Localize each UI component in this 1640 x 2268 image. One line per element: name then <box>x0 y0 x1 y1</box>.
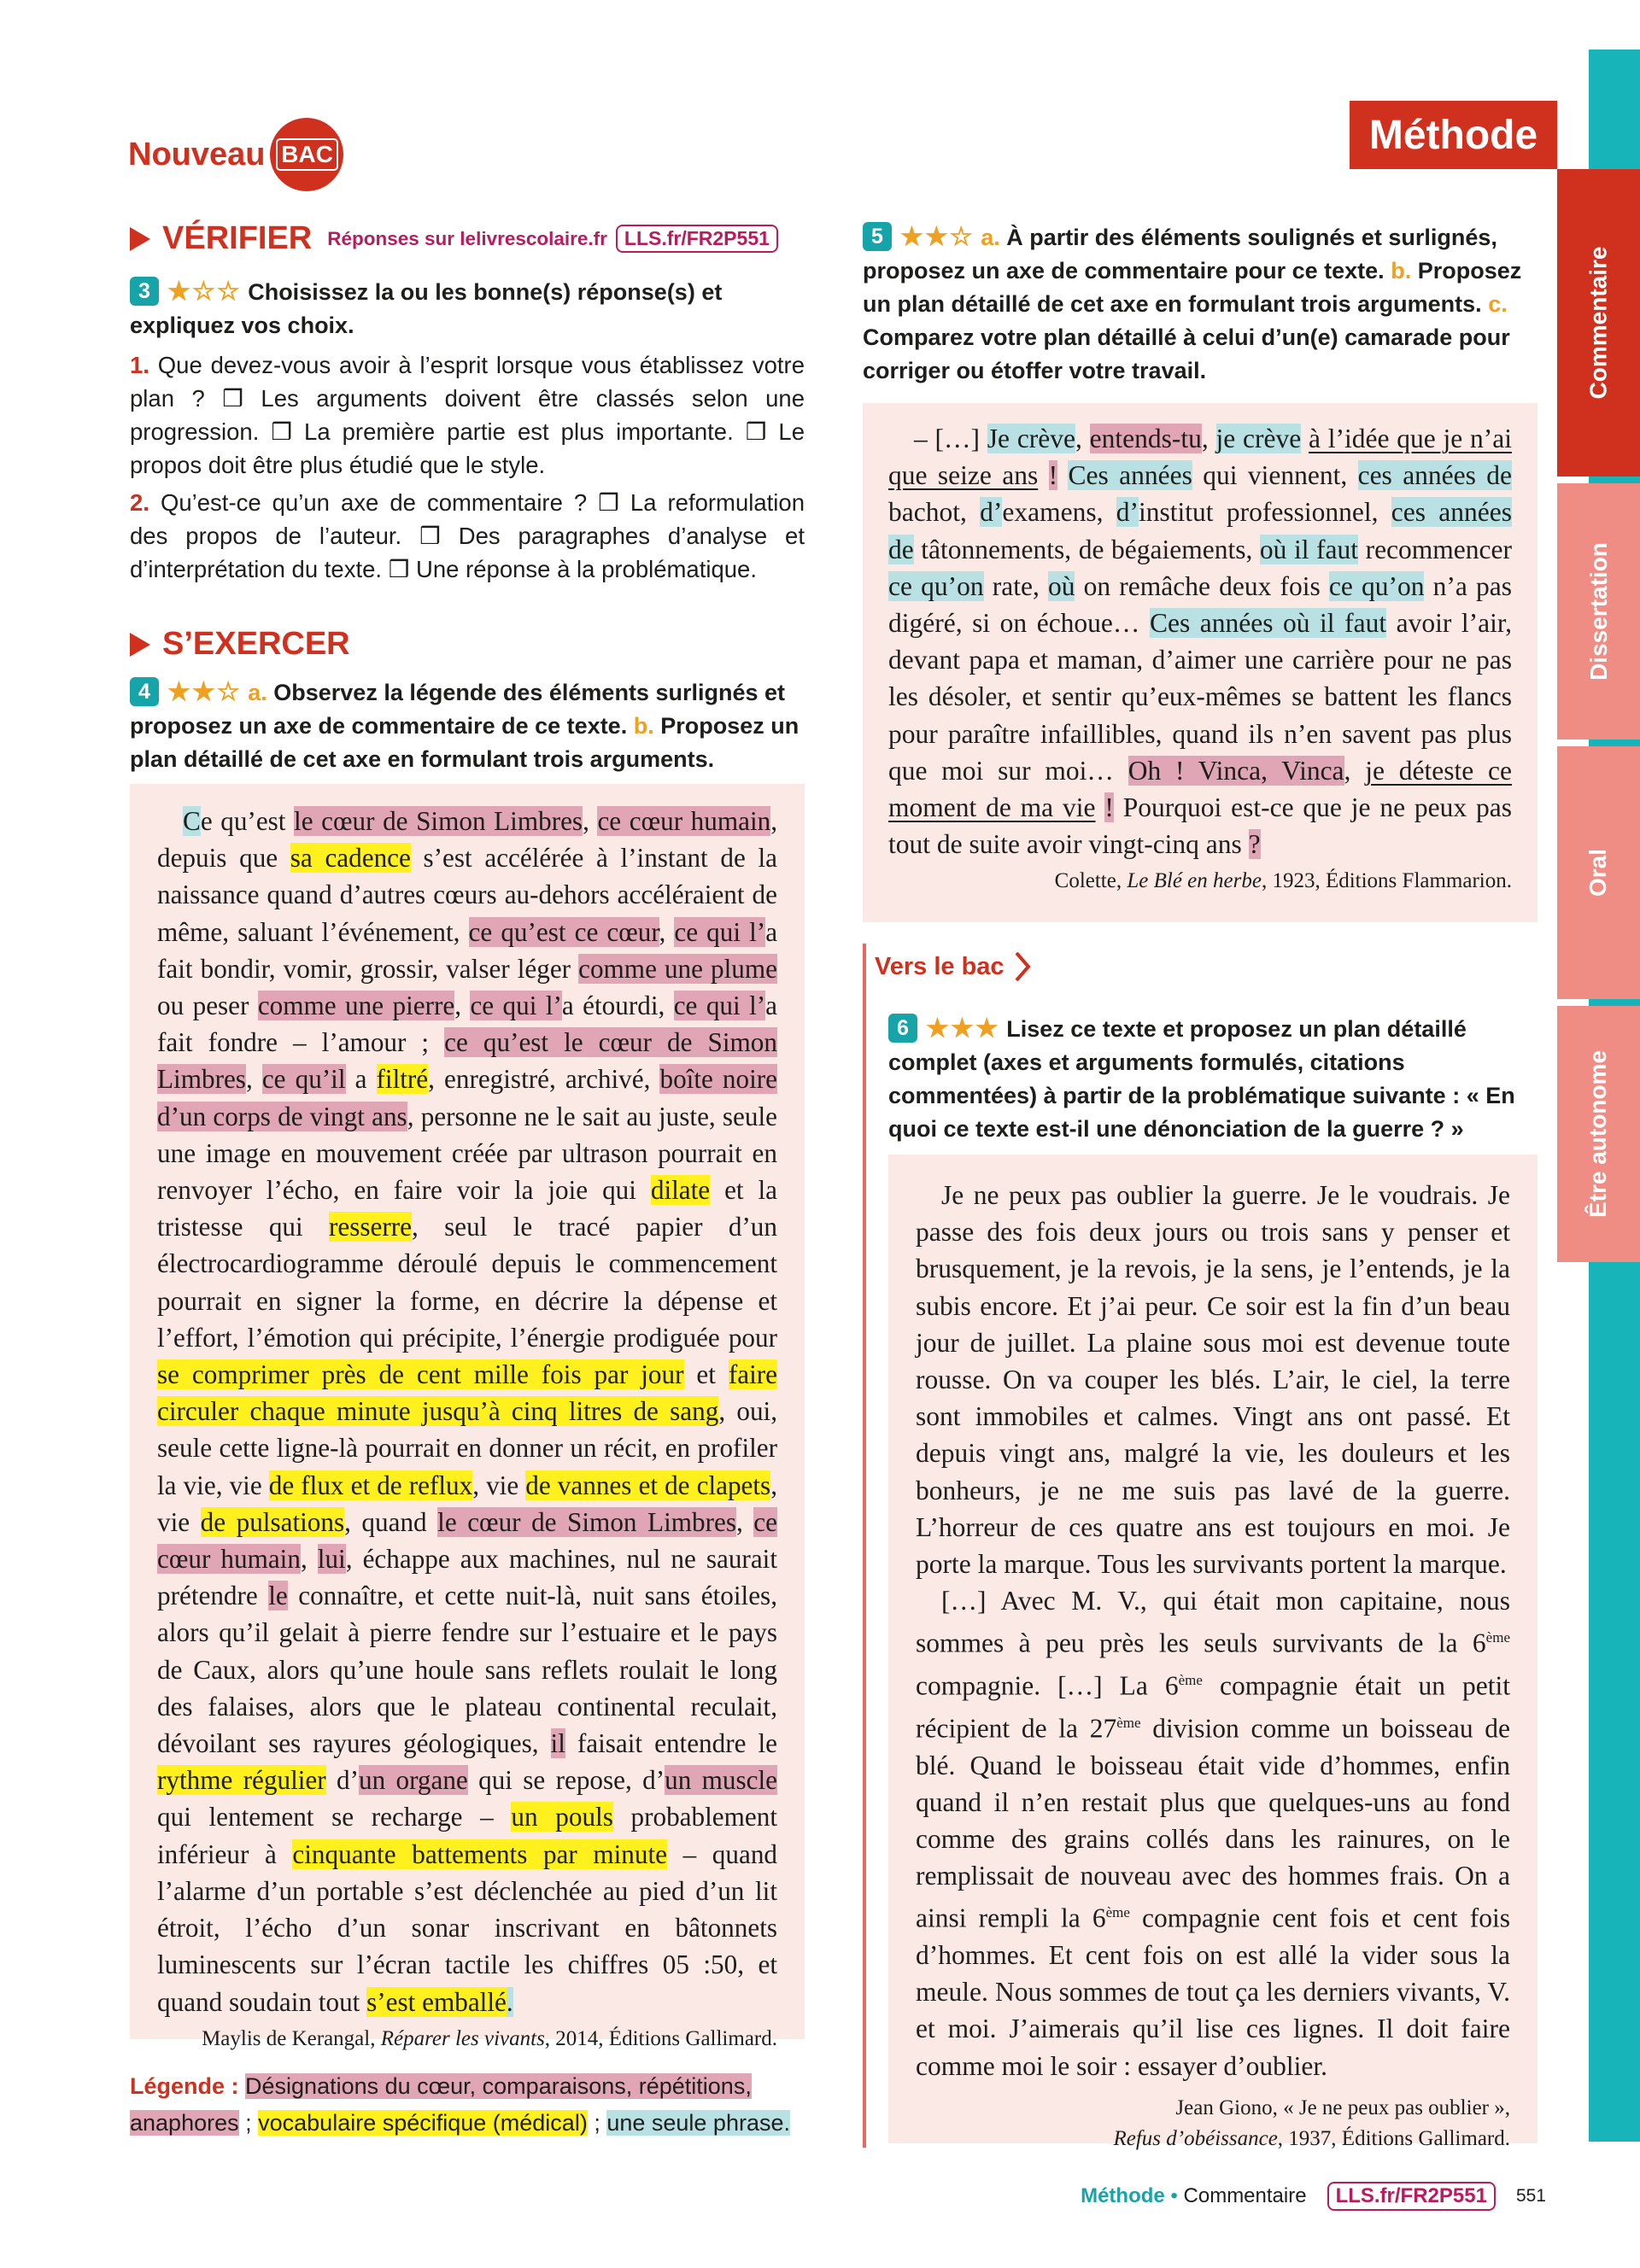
verifier-title: VÉRIFIER <box>130 220 312 257</box>
q3-prompt: 3 ★☆☆ Choisissez la ou les bonne(s) réponse(s) et expliquez vos choix. <box>130 278 723 338</box>
q4-prompt: 4 ★★☆ a. Observez la légende des éléments surlignés et proposez un axe de commentaire de ce texte. b. Proposez un plan détaillé de cet axe en formulant trois arguments. <box>130 678 800 772</box>
q5-number: 5 <box>863 222 892 251</box>
tab-etre-autonome[interactable]: Être autonome <box>1557 1006 1640 1262</box>
exercer-title: S’EXERCER <box>130 626 350 663</box>
kerangal-passage: Ce qu’est le cœur de Simon Limbres, ce cœur humain, depuis que sa cadence s’est accélérée à l’instant de la naissance quand d’autres cœurs au-dehors accéléraient de même, saluant l’événement, ce qu’est ce cœur, ce qui l’a fait bondir, vomir, grossir, valser léger comme une plume ou peser comme une pierre, ce qui l’a étourdi, ce qui l’a fait fondre – l’amour ; ce qu’est le cœur de Simon Limbres, ce qu’il a filtré, enregistré, archivé, boîte noire d’un corps de vingt ans, personne ne le sait au juste, seule une image en mouvement créée par ultrason pourrait en renvoyer l’écho, en faire voir la joie qui dilate et la tristesse qui resserre, seul le tracé papier d’un électrocardiogramme déroulé depuis le commencement pourrait en signer la forme, en décrire la dépense et l’effort, l’émotion qui précipite, l’énergie prodiguée pour se comprimer près de cent mille fois par jour et faire circuler chaque minute jusqu’à cinq litres de sang, oui, seule cette ligne-là pourrait en donner un récit, en profiler la vie, vie de flux et de reflux, vie de vannes et de clapets, vie de pulsations, quand le cœur de Simon Limbres, ce cœur humain, lui, échappe aux machines, nul ne saurait prétendre le connaître, et cette nuit-là, nuit sans étoiles, alors qu’il gelait à pierre fendre sur l’estuaire et le pays de Caux, alors qu’une houle sans reflets roulait le long des falaises, alors que le plateau continental reculait, dévoilant ses rayures géologiques, il faisait entendre le rythme régulier d’un organe qui se repose, d’un muscle qui lentement se recharge – un pouls probablement inférieur à cinquante battements par minute – quand l’alarme d’un portable s’est déclenchée au pied d’un lit étroit, l’écho d’un sonar inscrivant en bâtonnets luminescents sur l’écran tactile les chiffres 05 :50, et quand soudain tout s’est emballé. <box>157 806 778 2017</box>
giono-source: Jean Giono, « Je ne peux pas oublier », Refus d’obéissance, 1937, Éditions Gallimard. <box>1113 2096 1510 2150</box>
colette-passage: – […] Je crève, entends-tu, je crève à l’idée que je n’ai que seize ans ! Ces années qui viennent, ces années de bachot, d’examens, d’institut professionnel, ces années de tâtonnements, de bégaiements, où il faut recommencer ce qu’on rate, où on remâche deux fois ce qu’on n’a pas digéré, si on échoue… Ces années où il faut avoir l’air, devant papa et maman, d’aimer une carrière pour ne pas les désoler, et sentir qu’eux-mêmes se battent les flancs pour paraître infaillibles, quand ils n’en savent pas plus que moi sur moi… Oh ! Vinca, Vinca, je déteste ce moment de ma vie ! Pourquoi est-ce que je ne peux pas tout de suite avoir vingt-cinq ans ? <box>888 424 1513 860</box>
q3-number: 3 <box>130 277 159 306</box>
tab-dissertation[interactable]: Dissertation <box>1557 483 1640 739</box>
kerangal-text-box <box>130 784 805 2050</box>
colette-source: Colette, Le Blé en herbe, 1923, Éditions Flammarion. <box>1054 869 1512 893</box>
chevron-right-icon <box>1013 950 1032 984</box>
difficulty-stars-icon: ★★★ <box>926 1014 1000 1043</box>
nouveau-bac-logo <box>128 118 343 191</box>
difficulty-stars-icon: ★☆☆ <box>167 278 242 306</box>
legend-yellow: vocabulaire spécifique (médical) <box>258 2110 588 2136</box>
tab-commentaire[interactable]: Commentaire <box>1557 169 1640 476</box>
footer-methode: Méthode <box>1081 2184 1165 2207</box>
vers-le-bac-label: Vers le bac <box>875 950 1032 984</box>
verifier-header <box>130 220 813 257</box>
q4-number: 4 <box>130 677 159 706</box>
legend-label: Légende : <box>130 2073 239 2099</box>
reponses-text: Réponses sur lelivrescolaire.fr <box>327 227 607 249</box>
footer: Méthode • Commentaire LLS.fr/FR2P551 551 <box>1034 2182 1546 2211</box>
legend-blue: une seule phrase. <box>606 2110 790 2136</box>
q6-prompt: 6 ★★★ Lisez ce texte et proposez un plan détaillé complet (axes et arguments formulés, citations commentées) à partir de la problématique suivante : « En quoi ce texte est-il une dénonciation de la guerre ? » <box>888 1014 1515 1142</box>
footer-commentaire: Commentaire <box>1183 2184 1307 2207</box>
nouveau-label: Nouveau <box>128 136 266 172</box>
kerangal-source: Maylis de Kerangal, Réparer les vivants, 2014, Éditions Gallimard. <box>202 2026 777 2050</box>
giono-paragraph-2: […] Avec M. V., qui était mon capitaine, nous sommes à peu près les seuls survivants de la 6ème compagnie. […] La 6ème compagnie était un petit récipient de la 27ème division comme un boisseau de blé. Quand le boisseau était vide d’hommes, enfin quand il n’en restait plus que quelques-uns au fond comme des grains collés dans les rainures, on le remplissait de nouveau avec des hommes frais. On a ainsi rempli la 6ème compagnie cent fois et cent fois d’hommes. Et cent fois on est allé la vider sous la meule. Nous sommes de tout ça les derniers vivants, V. et moi. J’aimerais qu’il lise ces lignes. Il doit faire comme moi le soir : essayer d’oublier. <box>916 1586 1511 2081</box>
bac-badge: BAC <box>270 118 343 191</box>
verifier-link[interactable]: LLS.fr/FR2P551 <box>616 225 778 253</box>
difficulty-stars-icon: ★★☆ <box>167 678 242 706</box>
methode-header <box>1350 101 1557 169</box>
giono-passage <box>916 1177 1510 2084</box>
q5-prompt: 5 ★★☆ a. À partir des éléments soulignés et surlignés, proposez un axe de commentaire pour ce texte. b. Proposez un plan détaillé de cet axe en formulant trois arguments. c. Comparez votre plan détaillé à celui d’un(e) camarade pour corriger ou étoffer votre travail. <box>863 223 1522 383</box>
page-number: 551 <box>1515 2186 1546 2206</box>
giono-paragraph-1: Je ne peux pas oublier la guerre. Je le voudrais. Je passe des fois deux jours ou trois sans y penser et brusquement, je la revois, je la sens, je l’entends, je la subis encore. Et j’ai peur. Ce soir est la fin d’un beau jour de juillet. La plaine sous moi est devenue toute rousse. On va couper les blés. L’air, le ciel, la terre sont immobiles et calmes. Vingt ans ont passé. Et depuis vingt ans, malgré la vie, les douleurs et les bonheurs, je ne me suis pas lavé de la guerre. L’horreur de ces quatre ans est toujours en moi. Je porte la marque. Tous les survivants portent la marque. <box>916 1180 1510 1580</box>
legend: Légende : Désignations du cœur, comparaisons, répétitions, anaphores ; vocabulaire spécifique (médical) ; une seule phrase. <box>130 2073 790 2136</box>
tab-oral[interactable]: Oral <box>1557 746 1640 999</box>
methode-title: Méthode <box>1368 112 1538 158</box>
q6-number: 6 <box>888 1014 917 1043</box>
q3-item-2: 2. Qu’est-ce qu’un axe de commentaire ? ❒ La reformulation des propos de l’auteur. ❒ Des paragraphes d’analyse et d’interprétation du texte. ❒ Une réponse à la problématique. <box>130 489 805 582</box>
giono-text-box <box>888 1154 1538 2150</box>
colette-text-box <box>863 403 1538 922</box>
q3-item-1: 1. Que devez-vous avoir à l’esprit lorsque vous établissez votre plan ? ❒ Les arguments doivent être classés selon une progression. ❒ La première partie est plus importante. ❒ Le propos doit être plus étudié que le style. <box>130 352 805 478</box>
legend-pink: Désignations du cœur, comparaisons, répétitions, anaphores <box>130 2073 752 2136</box>
footer-link[interactable]: LLS.fr/FR2P551 <box>1327 2182 1496 2211</box>
difficulty-stars-icon: ★★☆ <box>900 223 975 251</box>
